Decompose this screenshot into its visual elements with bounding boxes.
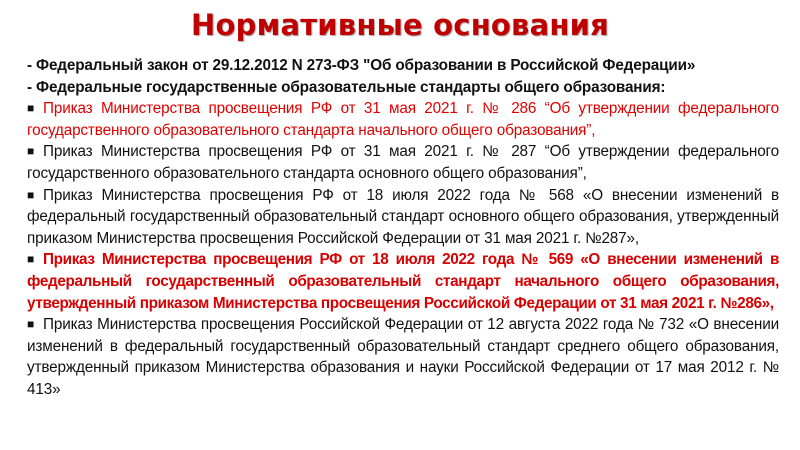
square-bullet-icon: ■ (27, 187, 35, 202)
list-item-order-287 (27, 141, 779, 184)
list-item-text: Приказ Министерства просвещения РФ от 31 мая 2021 г. № 287 “Об утверждении федерального государственного образовательного стандарта основного общего образования”, (27, 143, 779, 182)
list-item-order-732 (27, 314, 779, 400)
intro-line-federal-law: - Федеральный закон от 29.12.2012 N 273-ФЗ "Об образовании в Российской Федерации» (27, 57, 696, 74)
list-item-text: Приказ Министерства просвещения РФ от 18 июля 2022 года № 568 «О внесении изменений в федеральный государственный образовательный стандарт основного общего образования, утвержденный приказом Министерства просвещения Российской Федерации от 31 мая 2021 г. №287», (27, 186, 779, 247)
list-item-text: Приказ Министерства просвещения Российской Федерации от 12 августа 2022 года № 732 «О внесении изменений в федеральный государственный образовательный стандарт среднего общего образования, утвержденный приказом Министерства образования и науки Российской Федерации от 17 мая 2012 г. № 413» (27, 316, 779, 398)
slide-title: Нормативные основания (191, 8, 609, 42)
list-item-order-568 (27, 185, 779, 250)
list-item-text: Приказ Министерства просвещения РФ от 31 мая 2021 г. № 286 “Об утверждении федерального государственного образовательного стандарта начального общего образования”, (27, 100, 779, 139)
square-bullet-icon: ■ (27, 252, 35, 267)
list-item-text: Приказ Министерства просвещения РФ от 18 июля 2022 года № 569 «О внесении изменений в федеральный государственный образовательный стандарт начального общего образования, утвержденный приказом Министерства просвещения Российской Федерации от 31 мая 2021 г. №286», (27, 251, 779, 312)
square-bullet-icon: ■ (27, 144, 35, 159)
list-item-order-569 (27, 249, 779, 314)
square-bullet-icon: ■ (27, 101, 35, 116)
list-item-order-286 (27, 98, 779, 141)
slide-body (27, 55, 779, 401)
square-bullet-icon: ■ (27, 317, 35, 332)
intro-line-fgos: - Федеральные государственные образовательные стандарты общего образования: (27, 78, 666, 96)
